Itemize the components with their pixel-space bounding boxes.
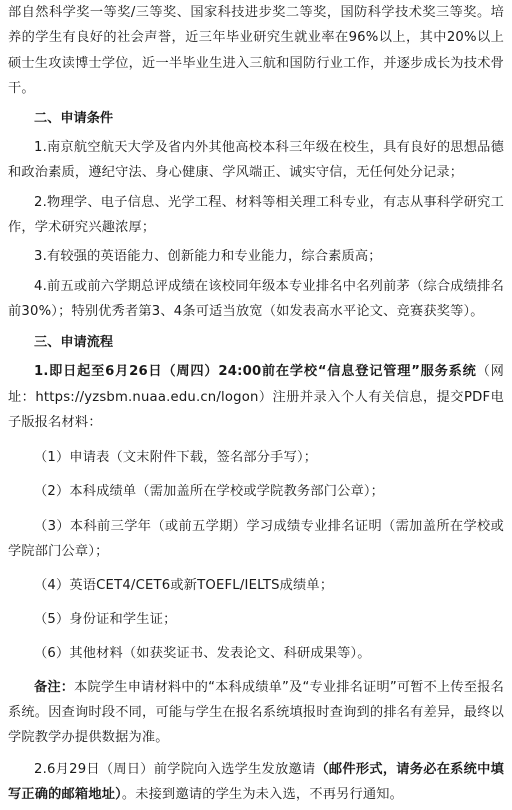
note-paragraph xyxy=(8,675,504,751)
process-step-1-lead: 1.即日起至6月26日（周四）24:00前在学校“信息登记管理”服务系统 xyxy=(34,364,477,380)
material-item-6: （6）其他材料（如获奖证书、发表论文、科研成果等）。 xyxy=(34,645,371,661)
process-step-2 xyxy=(8,757,504,808)
material-item-1: （1）申请表（文末附件下载，签名部分手写）； xyxy=(34,450,318,466)
condition-item-1: 1.南京航空航天大学及省内外其他高校本科三年级在校生，具有良好的思想品德和政治素质，遵纪守法、身心健康、学风端正、诚实守信，无任何处分记录； xyxy=(8,140,504,181)
material-item-4: （4）英语CET4/CET6或新TOEFL/IELTS成绩单； xyxy=(34,577,334,593)
section-heading-application-process: 三、申请流程 xyxy=(34,335,114,351)
section-heading-application-conditions: 二、申请条件 xyxy=(34,111,114,127)
process-step-2-lead: 2.6月29日（周日）前学院向入选学生发放邀请 xyxy=(34,761,316,777)
note-text: 本院学生申请材料中的“本科成绩单”及“专业排名证明”可暂不上传至报名系统。因查询时段不同，可能与学生在报名系统填报时查询到的排名有差异，最终以学院教学办提供数据为准。 xyxy=(8,679,504,746)
material-item-2: （2）本科成绩单（需加盖所在学校或学院教务部门公章）； xyxy=(34,484,385,500)
condition-item-3: 3.有较强的英语能力、创新能力和专业能力，综合素质高； xyxy=(34,249,382,265)
process-step-1 xyxy=(8,359,504,435)
material-item-3: （3）本科前三学年（或前五学期）学习成绩专业排名证明（需加盖所在学校或学院部门公章）； xyxy=(8,519,504,560)
process-step-2-bold: （邮件形式，请务必在系统中填写正确的邮箱地址） xyxy=(8,761,504,802)
material-item-5: （5）身份证和学生证； xyxy=(34,611,177,627)
note-label: 备注： xyxy=(34,679,75,695)
process-step-2-tail: 。未接到邀请的学生为未入选，不再另行通知。 xyxy=(121,786,404,802)
condition-item-2: 2.物理学、电子信息、光学工程、材料等相关理工科专业，有志从事科学研究工作，学术研究兴趣浓厚； xyxy=(8,194,504,236)
intro-paragraph: 部自然科学奖一等奖/三等奖、国家科技进步奖二等奖，国防科学技术奖三等奖。培养的学生有良好的社会声誉，近三年毕业研究生就业率在96%以上，其中20%以上硕士生攻读博士学位，近一半毕业生进入三航和国防行业工作，并逐步成长为技术骨干。 xyxy=(8,5,504,96)
condition-item-4: 4.前五或前六学期总评成绩在该校同年级本专业排名中名列前茅（综合成绩排名前30%）；特别优秀者第3、4条可适当放宽（如发表高水平论文、竞赛获奖等）。 xyxy=(8,278,504,319)
process-step-1-rest: （网址：https://yzsbm.nuaa.edu.cn/logon）注册并录入个人有关信息，提交PDF电子版报名材料： xyxy=(8,364,504,430)
